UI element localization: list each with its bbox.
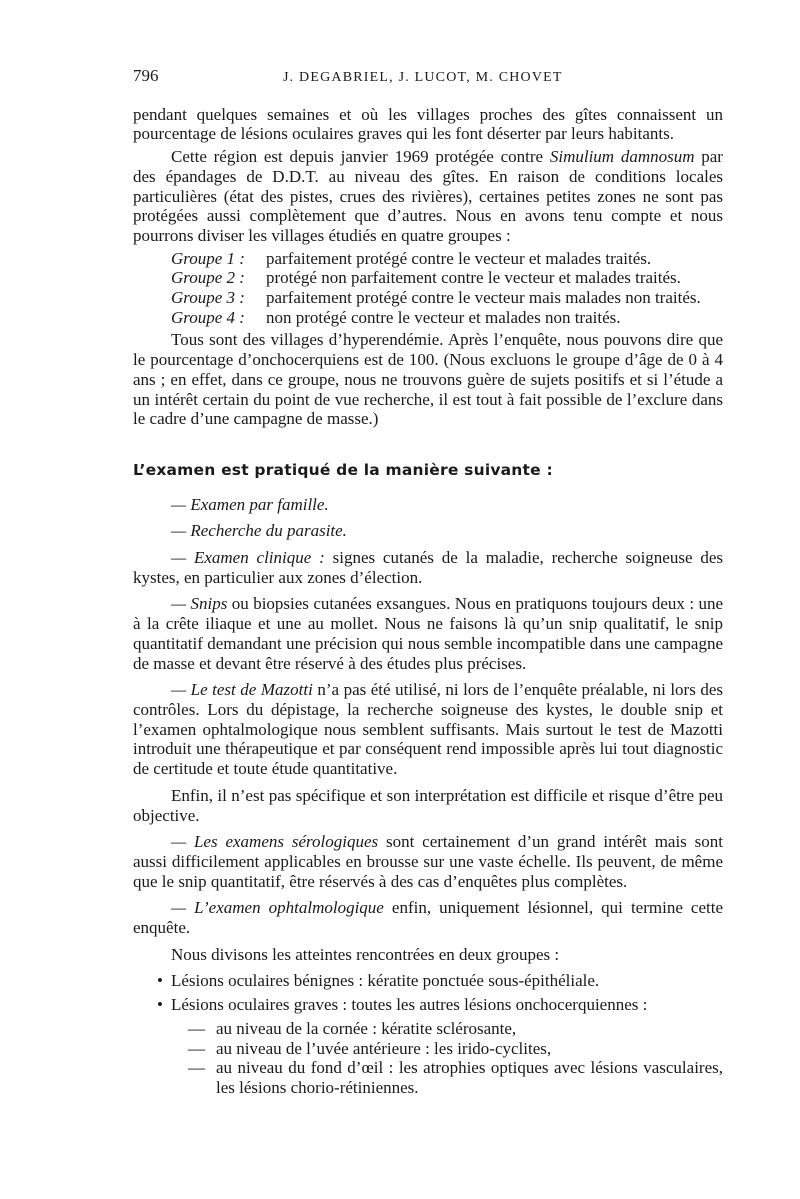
group-item bbox=[171, 308, 723, 328]
sub-item-text: au niveau du fond d’œil : les atrophies optiques avec lésions vasculaires, les lésions chorio-rétiniennes. bbox=[216, 1058, 723, 1097]
item-parasite bbox=[133, 521, 723, 541]
bullet-item-graves bbox=[133, 995, 723, 1015]
paragraph-lesions-intro: Nous divisons les atteintes rencontrées en deux groupes : bbox=[171, 944, 560, 964]
item-serologiques-text: sont certainement d’un grand intérêt mais sont aussi difficilement applicables en brousse sur une vaste échelle. Ils peuvent, de même que le snip quantitatif, être réservés à des cas d’enquêtes plus complètes. bbox=[133, 832, 724, 891]
group-item bbox=[171, 288, 723, 308]
sub-item-text: au niveau de l’uvée antérieure : les irido-cyclites, bbox=[216, 1038, 552, 1058]
paragraph-region bbox=[133, 147, 723, 246]
bullet-text: Lésions oculaires graves : toutes les autres lésions onchocerquiennes : bbox=[171, 995, 648, 1015]
region-text-before: Cette région est depuis janvier 1969 protégée contre bbox=[171, 147, 550, 167]
section-heading: L’examen est pratiqué de la manière suivante : bbox=[133, 460, 553, 479]
paragraph-intro: pendant quelques semaines et où les villages proches des gîtes connaissent un pourcentage de lésions oculaires graves qui les font déserter par leurs habitants. bbox=[133, 104, 723, 144]
group-label: Groupe 3 : bbox=[171, 288, 245, 308]
group-label: Groupe 4 : bbox=[171, 307, 245, 327]
item-serologiques bbox=[133, 832, 723, 891]
paragraph-enfin: Enfin, il n’est pas spécifique et son interprétation est difficile et risque d’être peu objective. bbox=[133, 785, 723, 825]
item-mazotti-label: — Le test de Mazotti bbox=[171, 680, 313, 700]
item-serologiques-label: — Les examens sérologiques bbox=[171, 832, 379, 852]
dash-icon: — bbox=[188, 1038, 205, 1058]
item-parasite-text: — Recherche du parasite. bbox=[171, 521, 347, 541]
group-label: Groupe 1 : bbox=[171, 248, 245, 268]
item-snips-text: ou biopsies cutanées exsangues. Nous en pratiquons toujours deux : une à la crête iliaque et une au mollet. Nous ne faisons là qu’un snip qualitatif, le snip quantitatif demandant une précision qui nous semble incompatible dans une campagne de masse et devant être réservé à des études plus précises. bbox=[133, 594, 723, 673]
sub-item bbox=[188, 1039, 723, 1059]
document-page bbox=[133, 66, 723, 1098]
species-name: Simulium damnosum bbox=[549, 147, 695, 167]
item-famille bbox=[133, 495, 723, 515]
bullet-item-benignes bbox=[133, 971, 723, 991]
item-clinique-text: signes cutanés de la maladie, recherche soigneuse des kystes, en particulier aux zones d’élection. bbox=[133, 548, 723, 587]
sub-item-text: au niveau de la cornée : kératite sclérosante, bbox=[216, 1018, 517, 1038]
sub-item bbox=[188, 1058, 723, 1097]
group-item bbox=[171, 268, 723, 288]
item-clinique-label: — Examen clinique : bbox=[171, 548, 325, 568]
item-ophtalmo bbox=[133, 898, 723, 937]
group-text: parfaitement protégé contre le vecteur et malades traités. bbox=[266, 248, 652, 268]
group-label: Groupe 2 : bbox=[171, 268, 245, 288]
item-famille-text: — Examen par famille. bbox=[171, 494, 329, 514]
dash-icon: — bbox=[188, 1018, 205, 1038]
item-mazotti bbox=[133, 680, 723, 779]
group-text: parfaitement protégé contre le vecteur mais malades non traités. bbox=[266, 288, 701, 308]
bullet-icon: • bbox=[157, 995, 163, 1015]
sub-item bbox=[188, 1019, 723, 1039]
region-text-after: par des épandages de D.D.T. au niveau des gîtes. En raison de conditions locales particulières (état des pistes, crues des rivières), certaines petites zones ne sont pas protégées aussi complètement que d’autres. Nous en avons tenu compte et nous pourrons diviser les villages étudiés en quatre groupes : bbox=[133, 147, 723, 245]
group-list bbox=[171, 249, 723, 328]
dash-icon: — bbox=[188, 1058, 205, 1078]
running-head: J. DEGABRIEL, J. LUCOT, M. CHOVET bbox=[283, 70, 563, 85]
item-snips bbox=[133, 594, 723, 673]
group-text: non protégé contre le vecteur et malades non traités. bbox=[266, 307, 621, 327]
group-item bbox=[171, 249, 723, 269]
bullet-icon: • bbox=[157, 971, 163, 991]
item-ophtalmo-label: — L’examen ophtalmologique bbox=[171, 898, 384, 918]
page-number: 796 bbox=[133, 66, 159, 85]
paragraph-hyperendemie: Tous sont des villages d’hyperendémie. Après l’enquête, nous pouvons dire que le pourcentage d’onchocerquiens est de 100. (Nous excluons le groupe d’âge de 0 à 4 ans ; en effet, dans ce groupe, nous ne trouvons guère de sujets positifs et si l’étude a un intérêt certain du point de vue recherche, il est tout à fait possible de l’exclure dans le cadre d’une campagne de masse.) bbox=[133, 330, 723, 429]
bullet-text: Lésions oculaires bénignes : kératite ponctuée sous-épithéliale. bbox=[171, 971, 600, 991]
group-text: protégé non parfaitement contre le vecteur et malades traités. bbox=[266, 268, 681, 288]
item-mazotti-text: n’a pas été utilisé, ni lors de l’enquête préalable, ni lors des contrôles. Lors du dépistage, la recherche soigneuse des kystes, le double snip et l’examen ophtalmologique nous semblent suffisants. Mais surtout le test de Mazotti introduit une thérapeutique et par conséquent rend impossible après lui tout diagnostic de certitude et toute étude quantitative. bbox=[133, 680, 724, 779]
item-snips-label: — Snips bbox=[171, 594, 228, 614]
page-header bbox=[133, 66, 723, 88]
item-ophtalmo-text: enfin, uniquement lésionnel, qui termine cette enquête. bbox=[133, 898, 724, 938]
item-clinique bbox=[133, 548, 723, 587]
